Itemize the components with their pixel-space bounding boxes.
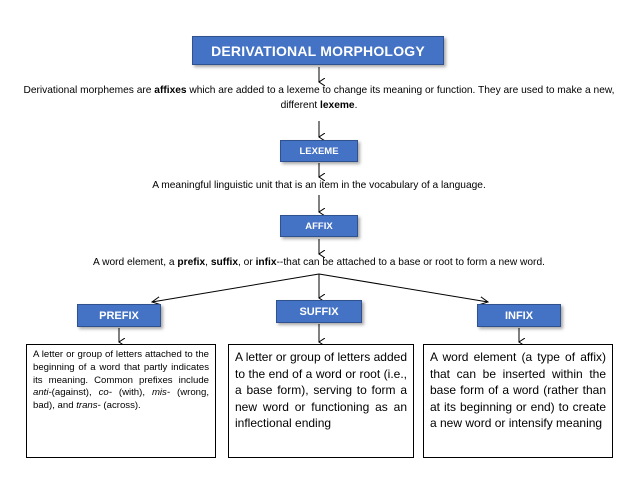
derivational-bold-lexeme: lexeme (320, 100, 355, 111)
suffix-label: SUFFIX (299, 305, 339, 318)
infix-label: INFIX (504, 309, 534, 322)
affix-label: AFFIX (305, 220, 333, 232)
suffix-box (276, 300, 362, 323)
title-label: DERIVATIONAL MORPHOLOGY (211, 42, 425, 59)
lexeme-label: LEXEME (299, 145, 339, 157)
prefix-text-2: (against), (51, 387, 99, 399)
suffix-definition: A letter or group of letters added to the end of a word or root (i.e., a base form), serving to form a new word or functioning as an inflectional ending (228, 344, 414, 458)
lexeme-box (280, 140, 358, 162)
affix-text-4: --that can be attached to a base or root to form a new word. (276, 257, 545, 268)
affix-definition (30, 255, 608, 270)
prefix-definition (26, 344, 216, 458)
derivational-text-1: Derivational morphemes are (23, 85, 155, 96)
prefix-text-1: A letter or group of letters attached to the beginning of a word that partly indicates its meaning. Common prefixes include (33, 349, 209, 386)
derivational-text-2: which are added to a lexeme to change its meaning or function. They are used to make a new, different (186, 85, 615, 111)
derivational-text-3: . (354, 100, 358, 111)
prefix-text-3: (with), (111, 387, 152, 399)
affix-box (280, 215, 358, 237)
infix-box (477, 304, 561, 327)
prefix-text-4: (wrong, bad), and (33, 387, 209, 412)
lexeme-definition: A meaningful linguistic unit that is an item in the vocabulary of a language. (152, 180, 486, 191)
infix-definition: A word element (a type of affix) that can be inserted within the base form of a word (rather than at its beginning or end) to create a new word or intensify meaning (423, 344, 613, 458)
title-box (192, 36, 444, 65)
affix-text-3: , or (238, 257, 256, 268)
prefix-example-co: co- (98, 387, 112, 399)
prefix-example-anti: anti- (33, 387, 52, 399)
derivational-bold-affixes: affixes (154, 85, 187, 96)
affix-text-2: , (205, 257, 211, 268)
affix-bold-suffix: suffix (210, 257, 239, 268)
arrow-to-prefix (152, 274, 319, 302)
affix-text-1: A word element, a (93, 257, 178, 268)
prefix-example-mis: mis- (151, 387, 171, 399)
prefix-example-trans: trans- (76, 400, 101, 412)
affix-bold-infix: infix (255, 257, 277, 268)
prefix-box (77, 304, 161, 327)
prefix-text-5: (across). (100, 400, 141, 412)
affix-bold-prefix: prefix (177, 257, 206, 268)
prefix-label: PREFIX (99, 309, 139, 322)
derivational-description (20, 83, 618, 113)
arrow-to-infix (319, 274, 488, 302)
